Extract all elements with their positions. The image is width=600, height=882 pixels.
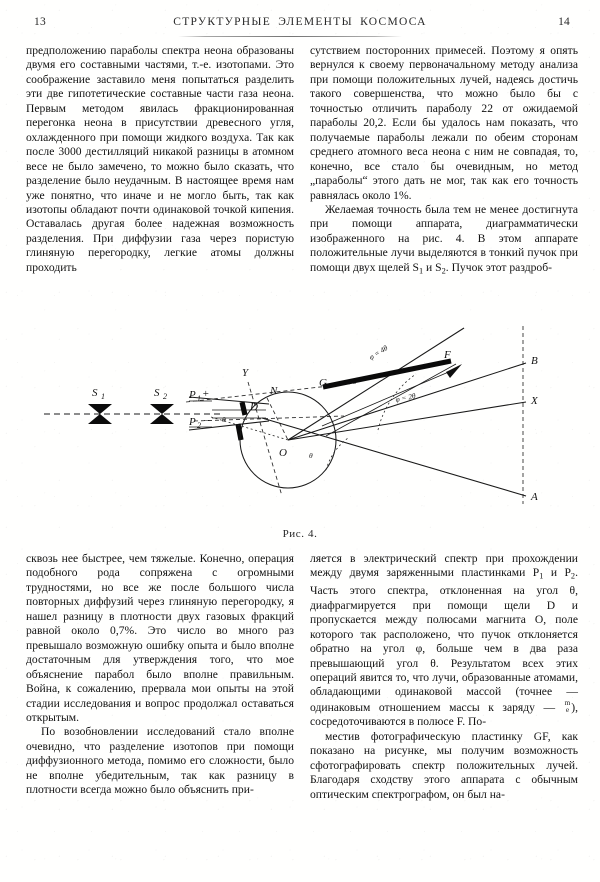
ray-upper	[288, 328, 464, 440]
column-bottom-left	[26, 552, 294, 798]
fraction-denominator: e	[565, 706, 570, 715]
column-bottom-right	[310, 552, 578, 802]
figure-label-P2-sub: 2	[197, 421, 201, 430]
running-head	[28, 16, 572, 34]
subscript-1: 1	[418, 266, 424, 276]
figure-label-B: B	[531, 355, 538, 367]
fraction-numerator: m	[564, 698, 571, 707]
paragraph	[310, 552, 578, 730]
figure-label-angle-d: θ	[309, 451, 313, 460]
slit-2-glyph	[150, 404, 174, 424]
paragraph: По возобновлении исследований стало вполне очевидно, что разделение изотопов при помощи диффузионного метода, помимо его сложности, было не вполне убедительным, так как разницу в плотности всегда можно было объяснить при-	[26, 725, 294, 797]
figure-label-S2-sub: 2	[163, 392, 167, 401]
figure-label-G: G	[319, 377, 327, 389]
figure-label-P1-sub: 1	[197, 394, 201, 403]
figure-label-Y: Y	[242, 367, 249, 379]
figure-label-N: N	[270, 385, 278, 397]
figure-label-X: X	[531, 395, 538, 407]
figure-label-P2-sign: −	[203, 415, 211, 427]
paragraph-text-end: ), сосредоточиваются в полюсе F. По-	[310, 700, 578, 729]
figure-label-S1: S	[92, 387, 98, 399]
figure-label-S2: S	[154, 387, 160, 399]
subscript-2: 2	[441, 266, 446, 276]
paragraph: сквозь нее быстрее, чем тяжелые. Конечно, операция подобного рода сопряжена с огромными трудностями, но все же после большого числа повторных диффузий через глиняную перегородку, я нашел разницу в плотности двух газовых фракций равной около 0,7%. Это число во много раз превышало возможную ошибку опыта и было вполне достаточным для утверждения того, что мое объяснение парабол было вполне правильным. Война, к сожалению, прервала мои опыты на этой стадии исследования и вопрос продолжал оставаться открытым.	[26, 552, 294, 724]
subscript-1: 1	[539, 571, 544, 581]
column-top-left	[26, 44, 294, 275]
column-top-right	[310, 44, 578, 279]
figure-label-angle-upper: φ = 4θ	[367, 343, 390, 362]
paragraph-text-cont: и S	[423, 260, 442, 274]
figure-label-O: O	[279, 447, 287, 459]
figure-4	[26, 318, 574, 546]
paragraph-text-cont2: . Часть этого спектра, отклоненная на угол θ, диафрагмируется при помощи щели D и пропускается между полюсами магнита O, поле которого так расположено, что пучок отклоняется обратно на угол φ, больше чем в два раза превышающий угол θ. Результатом всех этих операций явится то, что лучи, образованные атомами, обладающими одинаковой массой (точнее — одинаковым отношением массы к заряду —	[310, 566, 578, 714]
paragraph-text-cont: и P	[543, 566, 571, 580]
paragraph-text: ляется в электрический спектр при прохождении между двумя заряженными пластинками P	[310, 552, 578, 580]
running-head-title: СТРУКТУРНЫЕ ЭЛЕМЕНТЫ КОСМОСА	[173, 16, 427, 28]
figure-label-S1-sub: 1	[101, 392, 105, 401]
figure-label-F: F	[444, 349, 451, 361]
figure-label-D: D	[250, 401, 258, 413]
folio-right: 14	[558, 16, 570, 28]
header-rule	[178, 36, 402, 37]
figure-label-P1: P	[189, 389, 196, 401]
paragraph: местив фотографическую пластинку GF, как показано на рисунке, мы получим возможность сфотографировать спектр положительных лучей. Благодаря сходству этого аппарата с обычным оптическим спектрографом, он был на-	[310, 729, 578, 801]
figure-label-P2: P	[189, 416, 196, 428]
figure-label-angle-lower: φ = 2θ	[394, 391, 417, 404]
paragraph	[310, 203, 578, 279]
figure-caption: Рис. 4.	[282, 528, 318, 540]
subscript-2: 2	[570, 571, 576, 581]
photographic-plate-GF	[323, 361, 451, 387]
figure-label-A: A	[531, 491, 538, 503]
paragraph-text: Желаемая точность была тем не менее достигнута при помощи аппарата, диаграмматически изображенного на рис. 4. В этом аппарате положительные лучи выделяются в тонкий пучок при помощи двух щелей S	[310, 202, 578, 274]
ray-to-A	[262, 418, 526, 496]
paragraph: предположению параболы спектра неона образованы двумя его составными частями, т.-е. изотопами. Это соображение заставило меня попытаться разделить эти две гипотетические составные части газа неона. Первым методом явилась фракционированная перегонка неона в присутствии древесного угля, охлажденного при помощи жидкого воздуха. Так как после 3000 дестилляций никакой разницы в атомном весе не было замечено, то можно было сказать, что разделение было неудачным. В настоящее время нам уже понятно, что иначе и не могло быть, так как изотопы обладают почти одинаковой точкой кипения. Оставалась другая более надежная возможность разделения. При диффузии газа через пористую глиняную перегородку, легкие атомы должны проходить	[26, 44, 294, 274]
mass-charge-fraction	[565, 700, 571, 714]
folio-left: 13	[34, 16, 46, 28]
paragraph-text-end: . Пучок этот раздроб-	[445, 260, 552, 274]
figure-label-P1-sign: +	[202, 388, 210, 400]
paragraph: сутствием посторонних примесей. Поэтому я опять вернулся к своему первоначальному методу анализа при помощи положительных лучей, надеясь достичь такого совершенства, что можно было бы с точностью отличить параболу 22 от ожидаемой параболы 20,2. Если бы удалось нам показать, что получаемые параболы лежали по обеим сторонам среднего атомного веса неона с ним не совпадая, то, конечно, все стало бы очевидным, но метод „параболы“ этого дать не мог, так как его точность равнялась около 1%.	[310, 44, 578, 202]
figure-label-theta-small: θ	[222, 415, 226, 424]
